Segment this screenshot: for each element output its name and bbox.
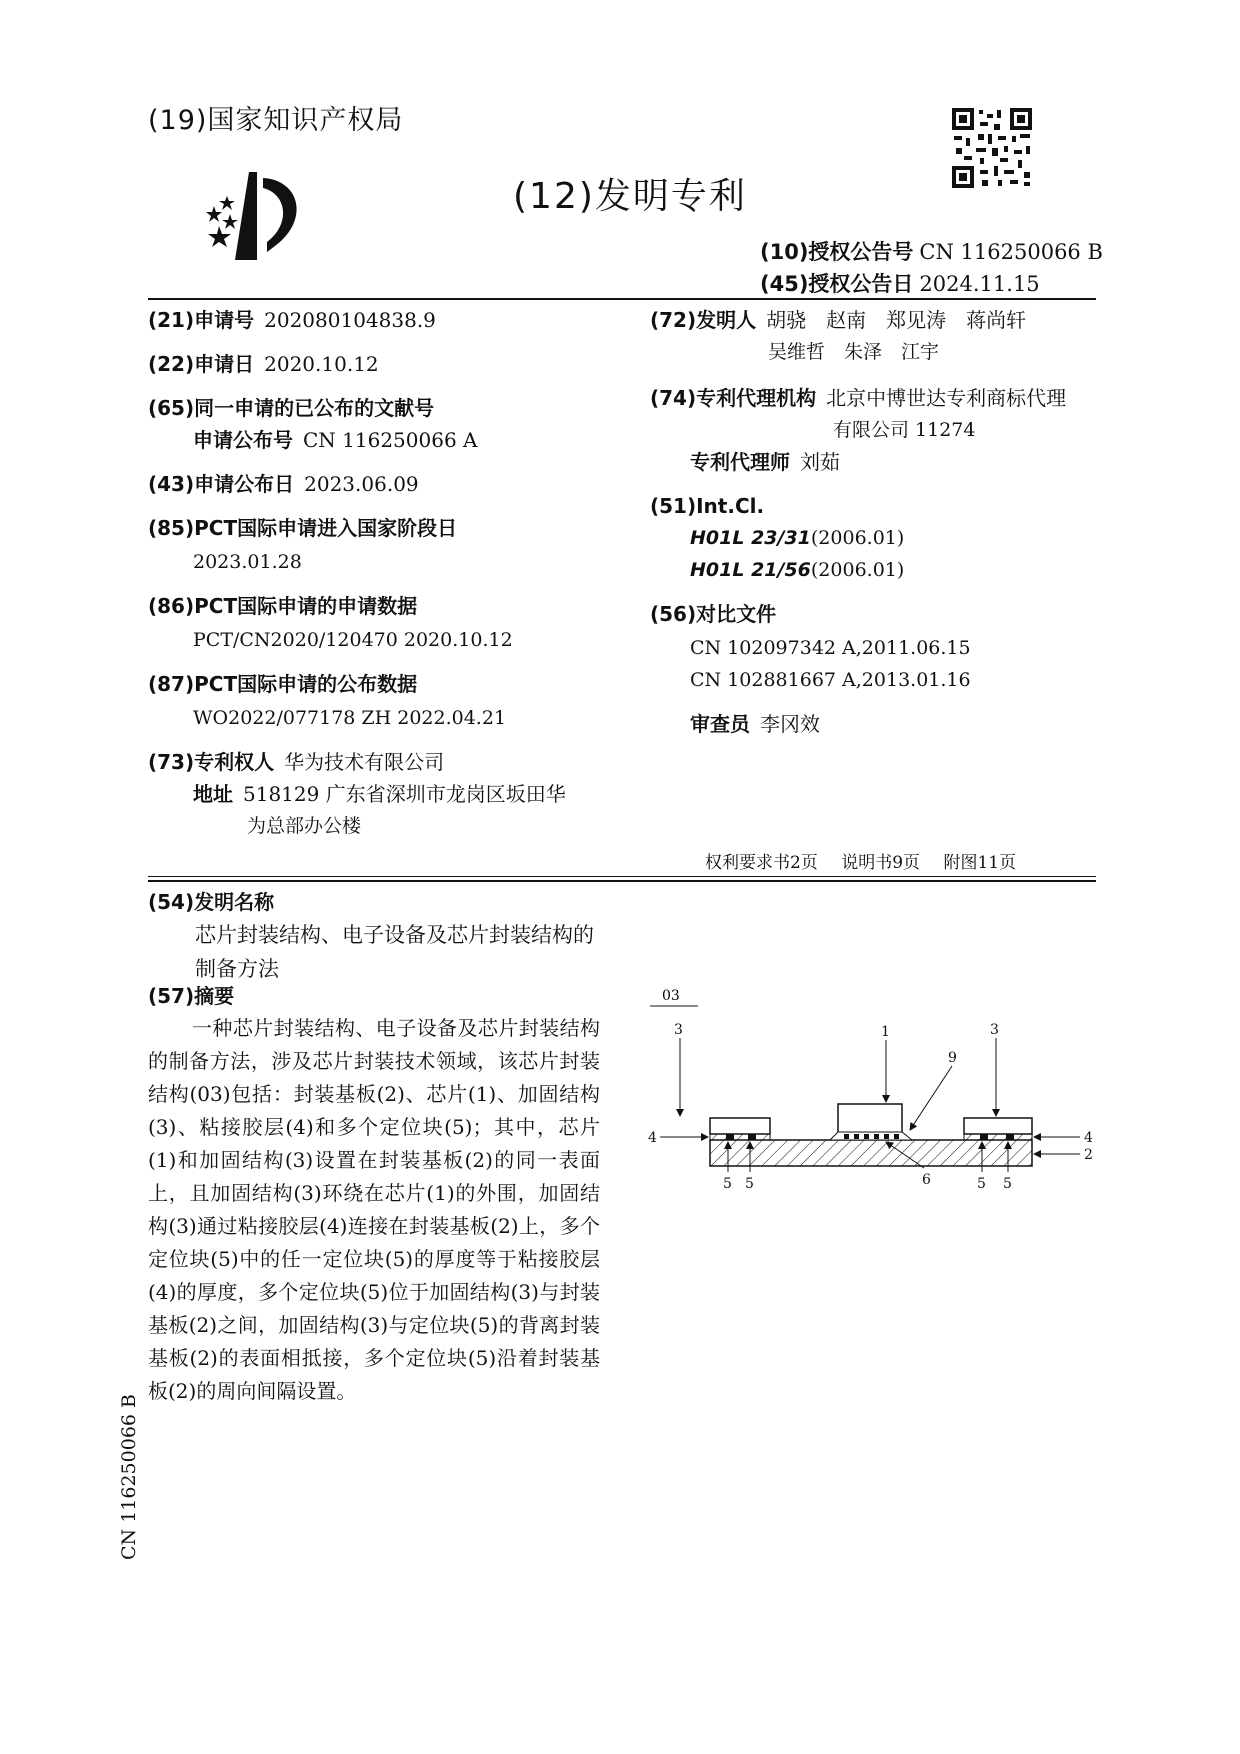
- field-73: [148, 746, 444, 778]
- cnipa-logo: [205, 168, 325, 264]
- positioning-block: [1006, 1134, 1014, 1140]
- field-51-label: (51)Int.Cl.: [650, 494, 765, 518]
- patent-agent-label: 专利代理师: [690, 450, 790, 474]
- agency-line-1: 北京中博世达专利商标代理: [826, 386, 1067, 410]
- field-85: [148, 512, 457, 544]
- field-74: [650, 382, 1066, 414]
- ipc-date-1: (2006.01): [810, 527, 905, 549]
- field-65-sub-value: CN 116250066 A: [303, 428, 478, 452]
- label-9: 9: [948, 1050, 957, 1066]
- field-54: [148, 886, 274, 918]
- field-74-label: (74)专利代理机构: [650, 386, 817, 410]
- label-5-c: 5: [977, 1176, 986, 1192]
- ipc-code-2: H01L 21/56: [690, 559, 811, 581]
- section-rule: [148, 880, 1096, 882]
- field-21-label: (21)申请号: [148, 308, 255, 332]
- field-43-label: (43)申请公布日: [148, 472, 295, 496]
- invention-title: 芯片封装结构、电子设备及芯片封装结构的制备方法: [195, 923, 594, 981]
- field-65: [148, 392, 434, 424]
- field-65-label: (65)同一申请的已公布的文献号: [148, 396, 435, 420]
- inventors-line-1: 胡骁 赵南 郑见涛 蒋尚轩: [766, 308, 1027, 332]
- chip: [838, 1104, 902, 1134]
- field-86-value: PCT/CN2020/120470 2020.10.12: [193, 629, 513, 651]
- publication-number-label: (10)授权公告号: [760, 240, 914, 264]
- field-22: [148, 348, 379, 380]
- field-57: [148, 980, 234, 1012]
- package-substrate: [710, 1140, 1032, 1166]
- label-4-left: 4: [648, 1130, 657, 1146]
- field-73-label: (73)专利权人: [148, 750, 275, 774]
- reinforce-block-right: [964, 1118, 1032, 1134]
- document-type: (12)发明专利: [513, 176, 747, 217]
- positioning-block: [980, 1134, 988, 1140]
- field-51: [650, 490, 764, 522]
- field-56: [650, 598, 776, 630]
- patent-agent-value: 刘茹: [800, 450, 840, 474]
- field-85-label: (85)PCT国际申请进入国家阶段日: [148, 516, 458, 540]
- ipc-code-1: H01L 23/31: [690, 527, 811, 549]
- publication-date: [760, 268, 1040, 298]
- examiner-value: 李冈效: [760, 712, 820, 736]
- adhesive-layer-right: [964, 1134, 1032, 1140]
- figure-label: 03: [662, 988, 680, 1004]
- address-label: 地址: [193, 782, 233, 806]
- label-3-left: 3: [674, 1022, 683, 1038]
- positioning-block: [748, 1134, 756, 1140]
- publication-number: [760, 236, 1103, 266]
- label-3-right: 3: [990, 1022, 999, 1038]
- field-43: [148, 468, 419, 500]
- field-86-label: (86)PCT国际申请的申请数据: [148, 594, 418, 618]
- adhesive-layer-left: [710, 1134, 770, 1140]
- pages-rule: [148, 876, 1096, 877]
- reinforce-block-left: [710, 1118, 770, 1134]
- field-56-label: (56)对比文件: [650, 602, 777, 626]
- field-87-value: WO2022/077178 ZH 2022.04.21: [193, 707, 507, 729]
- field-87: [148, 668, 417, 700]
- publication-date-label: (45)授权公告日: [760, 272, 914, 296]
- page-counts: 权利要求书2页 说明书9页 附图11页: [705, 853, 1017, 873]
- label-5-a: 5: [723, 1176, 732, 1192]
- reference-1: CN 102097342 A,2011.06.15: [690, 637, 971, 659]
- positioning-block: [726, 1134, 734, 1140]
- label-2: 2: [1084, 1147, 1093, 1163]
- address-line-1: 518129 广东省深圳市龙岗区坂田华: [243, 782, 566, 806]
- field-65-sub-label: 申请公布号: [193, 428, 293, 452]
- address-line-2: 为总部办公楼: [247, 815, 362, 837]
- field-21: [148, 304, 436, 336]
- label-6: 6: [922, 1172, 931, 1188]
- ipc-date-2: (2006.01): [810, 559, 905, 581]
- field-87-label: (87)PCT国际申请的公布数据: [148, 672, 418, 696]
- address: [193, 778, 566, 810]
- field-85-value: 2023.01.28: [193, 551, 302, 573]
- label-5-d: 5: [1003, 1176, 1012, 1192]
- field-54-label: (54)发明名称: [148, 890, 275, 914]
- field-72: [650, 304, 1026, 336]
- inventors-line-2: 吴维哲 朱泽 江宇: [768, 341, 940, 363]
- field-86: [148, 590, 417, 622]
- field-72-label: (72)发明人: [650, 308, 757, 332]
- field-43-value: 2023.06.09: [304, 472, 419, 496]
- field-73-value: 华为技术有限公司: [284, 750, 445, 774]
- abstract-text: 一种芯片封装结构、电子设备及芯片封装结构的制备方法，涉及芯片封装技术领域，该芯片封装结构(03)包括：封装基板(2)、芯片(1)、加固结构(3)、粘接胶层(4)和多个定位块(5)；其中，芯片(1)和加固结构(3)设置在封装基板(2)的同一表面上，且加固结构(3)环绕在芯片(1)的外围，加固结构(3)通过粘接胶层(4)连接在封装基板(2)上，多个定位块(5)中的任一定位块(5)的厚度等于粘接胶层(4)的厚度，多个定位块(5)位于加固结构(3)与封装基板(2)之间，加固结构(3)与定位块(5)的背离封装基板(2)的表面相抵接，多个定位块(5)沿着封装基板(2)的周向间隔设置。: [148, 1016, 600, 1403]
- field-65-sub: [193, 424, 477, 456]
- publication-number-value: CN 116250066 B: [919, 240, 1103, 264]
- field-22-label: (22)申请日: [148, 352, 255, 376]
- top-rule: [148, 298, 1096, 300]
- side-publication-number: CN 116250066 B: [118, 1394, 140, 1560]
- examiner-label: 审查员: [690, 712, 750, 736]
- field-57-label: (57)摘要: [148, 984, 235, 1008]
- patent-agent: [690, 446, 840, 478]
- abstract-figure: [640, 982, 1100, 1192]
- field-21-value: 202080104838.9: [264, 308, 436, 332]
- field-22-value: 2020.10.12: [264, 352, 379, 376]
- publication-date-value: 2024.11.15: [919, 272, 1040, 296]
- label-1: 1: [881, 1024, 890, 1040]
- label-4-right: 4: [1084, 1130, 1093, 1146]
- label-5-b: 5: [745, 1176, 754, 1192]
- reference-2: CN 102881667 A,2013.01.16: [690, 669, 971, 691]
- qr-code-icon[interactable]: [952, 108, 1032, 188]
- ipc-class-2: [690, 554, 904, 586]
- examiner: [690, 708, 820, 740]
- underfill: [830, 1132, 912, 1140]
- agency-line-2: 有限公司 11274: [833, 419, 976, 441]
- office-name: (19)国家知识产权局: [148, 105, 404, 136]
- ipc-class-1: [690, 522, 904, 554]
